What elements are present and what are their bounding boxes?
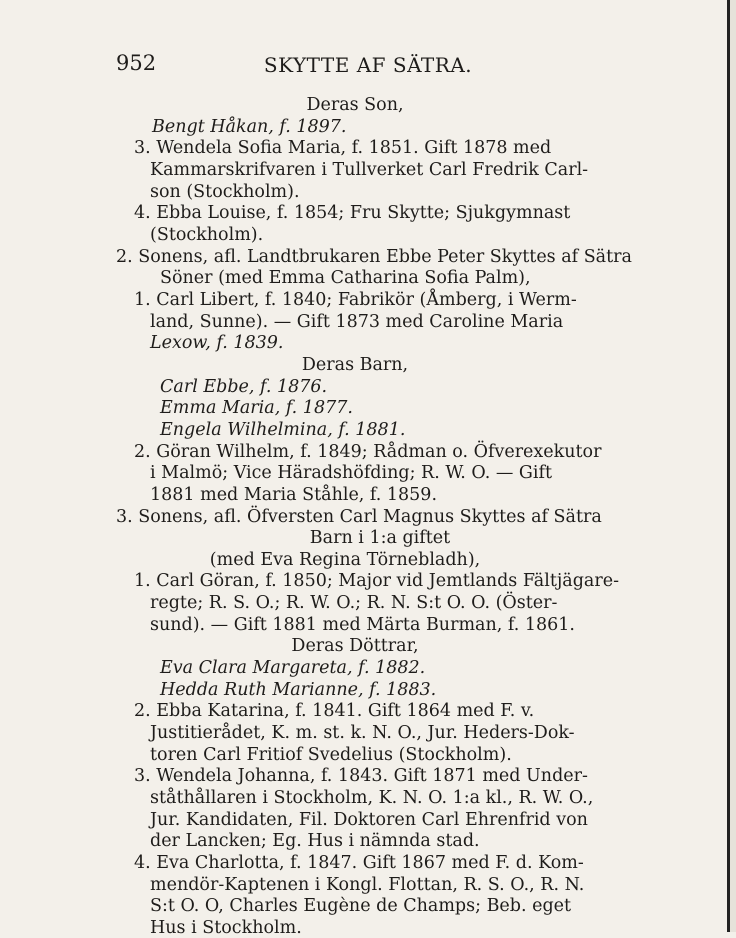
text-line-28: Hedda Ruth Marianne, f. 1883.: [160, 679, 437, 700]
text-line-34: Jur. Kandidaten, Fil. Doktoren Carl Ehrenfrid von: [150, 809, 588, 830]
text-line-25: sund). — Gift 1881 med Märta Burman, f. 1861.: [150, 614, 575, 635]
text-line-30: Justitierådet, K. m. st. k. N. O., Jur. Heders-Dok-: [150, 723, 575, 744]
text-line-17: 2. Göran Wilhelm, f. 1849; Rådman o. Öfverexekutor: [134, 441, 602, 462]
page-number: 952: [116, 51, 157, 75]
text-line-32: 3. Wendela Johanna, f. 1843. Gift 1871 med Under-: [134, 766, 588, 787]
text-line-39: Hus i Stockholm.: [150, 918, 302, 938]
text-line-19: 1881 med Maria Ståhle, f. 1859.: [150, 484, 438, 505]
text-line-2: Bengt Håkan, f. 1897.: [152, 116, 347, 137]
text-line-27: Eva Clara Margareta, f. 1882.: [160, 658, 426, 679]
text-line-14: Carl Ebbe, f. 1876.: [160, 376, 328, 397]
text-line-37: mendör-Kaptenen i Kongl. Flottan, R. S. O., R. N.: [150, 874, 585, 895]
running-title: SKYTTE AF SÄTRA.: [263, 53, 473, 77]
text-line-11: land, Sunne). — Gift 1873 med Caroline Maria: [150, 311, 564, 332]
text-line-38: S:t O. O, Charles Eugène de Champs; Beb. eget: [150, 896, 572, 917]
text-line-15: Emma Maria, f. 1877.: [160, 398, 353, 419]
text-line-33: ståthållaren i Stockholm, K. N. O. 1:a kl., R. W. O.,: [150, 788, 594, 809]
text-line-21: Barn i 1:a giftet: [309, 528, 451, 549]
text-line-7: (Stockholm).: [150, 224, 264, 245]
text-line-35: der Lancken; Eg. Hus i nämnda stad.: [150, 831, 480, 852]
text-line-23: 1. Carl Göran, f. 1850; Major vid Jemtlands Fältjägare-: [134, 571, 619, 592]
text-line-31: toren Carl Fritiof Svedelius (Stockholm).: [150, 744, 512, 765]
text-line-9: Söner (med Emma Catharina Sofia Palm),: [160, 268, 531, 289]
text-line-29: 2. Ebba Katarina, f. 1841. Gift 1864 med F. v.: [134, 701, 535, 722]
text-line-36: 4. Eva Charlotta, f. 1847. Gift 1867 med F. d. Kom-: [134, 853, 584, 874]
text-line-5: son (Stockholm).: [150, 181, 300, 202]
text-line-1: Deras Son,: [306, 95, 404, 115]
text-line-18: i Malmö; Vice Häradshöfding; R. W. O. — Gift: [150, 463, 552, 484]
text-line-4: Kammarskrifvaren i Tullverket Carl Fredrik Carl-: [150, 159, 589, 180]
text-line-12: Lexow, f. 1839.: [150, 333, 284, 354]
binding-shadow: [727, 0, 730, 932]
text-line-26: Deras Döttrar,: [291, 636, 419, 657]
text-line-13: Deras Barn,: [301, 354, 409, 375]
text-line-6: 4. Ebba Louise, f. 1854; Fru Skytte; Sjukgymnast: [134, 203, 571, 224]
text-line-24: regte; R. S. O.; R. W. O.; R. N. S:t O. O. (Öster-: [150, 593, 558, 614]
text-line-22: (med Eva Regina Törnebladh),: [209, 549, 481, 570]
text-line-8: 2. Sonens, afl. Landtbrukaren Ebbe Peter Skyttes af Sätra: [116, 246, 632, 267]
text-line-3: 3. Wendela Sofia Maria, f. 1851. Gift 1878 med: [134, 138, 552, 159]
text-line-16: Engela Wilhelmina, f. 1881.: [160, 419, 406, 440]
text-line-10: 1. Carl Libert, f. 1840; Fabrikör (Åmberg, i Werm-: [134, 289, 577, 310]
text-line-20: 3. Sonens, afl. Öfversten Carl Magnus Skyttes af Sätra: [116, 506, 602, 527]
